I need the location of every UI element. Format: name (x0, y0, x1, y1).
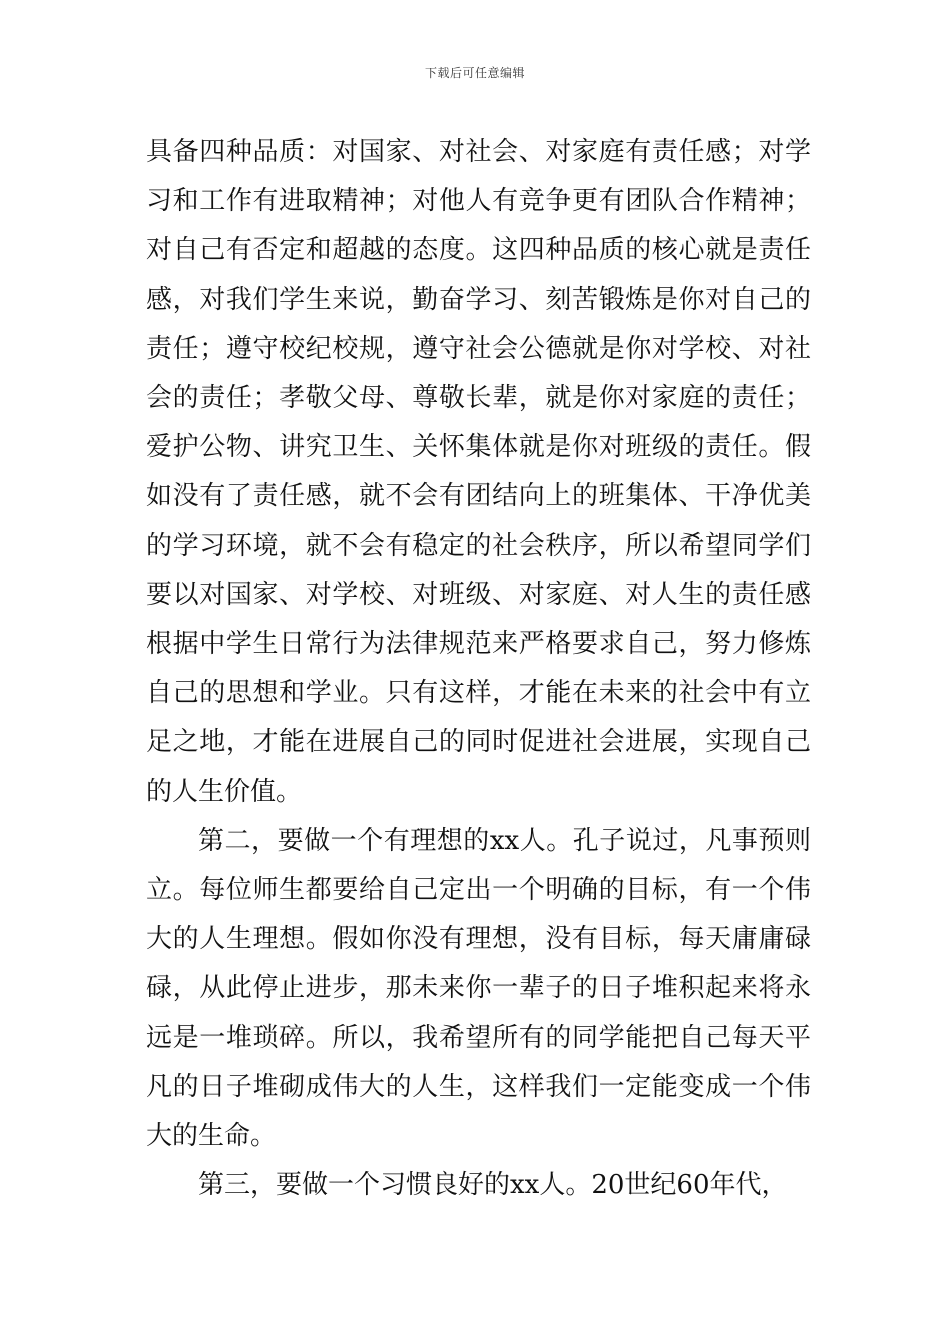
paragraph-1: 具备四种品质：对国家、对社会、对家庭有责任感；对学习和工作有进取精神；对他人有竞争更有团队合作精神；对自己有否定和超越的态度。这四种品质的核心就是责任感，对我们学生来说，勤奋学习、刻苦锻炼是你对自己的责任；遵守校纪校规，遵守社会公德就是你对学校、对社会的责任；孝敬父母、尊敬长辈，就是你对家庭的责任；爱护公物、讲究卫生、关怀集体就是你对班级的责任。假如没有了责任感，就不会有团结向上的班集体、干净优美的学习环境，就不会有稳定的社会秩序，所以希望同学们要以对国家、对学校、对班级、对家庭、对人生的责任感根据中学生日常行为法律规范来严格要求自己，努力修炼自己的思想和学业。只有这样，才能在未来的社会中有立足之地，才能在进展自己的同时促进社会进展，实现自己的人生价值。 (146, 137, 811, 807)
document-body (146, 128, 811, 1210)
paragraph-3: 第三，要做一个习惯良好的xx人。20世纪60年代， (198, 1170, 788, 1201)
paragraph-2: 第二，要做一个有理想的xx人。孔子说过，凡事预则立。每位师生都要给自己定出一个明确的目标，有一个伟大的人生理想。假如你没有理想，没有目标，每天庸庸碌碌，从此停止进步，那未来你一辈子的日子堆积起来将永远是一堆琐碎。所以，我希望所有的同学能把自己每天平凡的日子堆砌成伟大的人生，这样我们一定能变成一个伟大的生命。 (146, 825, 811, 1152)
page-header: 下载后可任意编辑 (424, 66, 525, 80)
